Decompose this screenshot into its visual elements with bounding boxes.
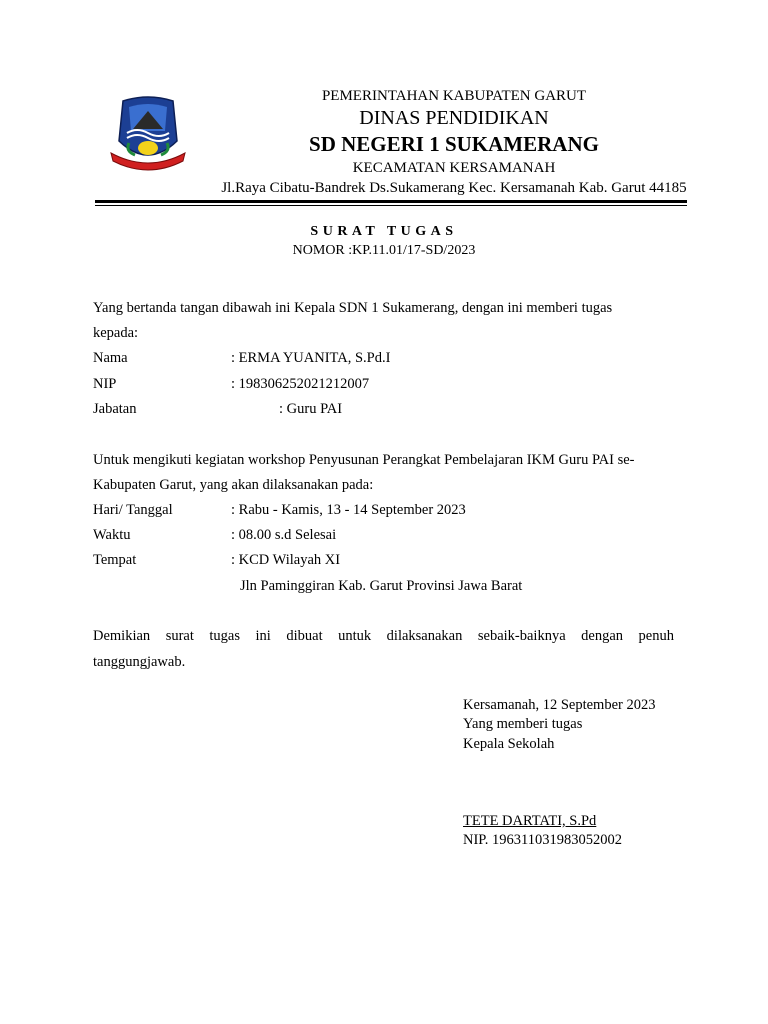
hari-value: : Rabu - Kamis, 13 - 14 September 2023 (231, 502, 466, 518)
closing-line-1: Demikian surat tugas ini dibuat untuk dilaksanakan sebaik-baiknya dengan penuh (93, 628, 674, 644)
hari-label: Hari/ Tanggal (93, 502, 173, 518)
nama-label: Nama (93, 350, 128, 366)
letterhead-address: Jl.Raya Cibatu-Bandrek Ds.Sukamerang Kec. Kersamanah Kab. Garut 44185 (221, 180, 687, 196)
letter-number: NOMOR :KP.11.01/17-SD/2023 (292, 243, 476, 258)
letterhead-rule-thin (95, 205, 687, 206)
letterhead-government: PEMERINTAHAN KABUPATEN GARUT (321, 88, 587, 104)
signature-place-date: Kersamanah, 12 September 2023 (463, 697, 656, 713)
letterhead-district: KECAMATAN KERSAMANAH (352, 160, 556, 176)
waktu-label: Waktu (93, 527, 131, 543)
letter-title: SURAT TUGAS (310, 224, 458, 239)
jabatan-value: : Guru PAI (279, 401, 343, 417)
signature-nip: NIP. 196311031983052002 (463, 832, 622, 848)
purpose-line-2: Kabupaten Garut, yang akan dilaksanakan pada: (93, 477, 374, 493)
closing-line-2: tanggungjawab. (93, 654, 186, 670)
intro-line-1: Yang bertanda tangan dibawah ini Kepala SDN 1 Sukamerang, dengan ini memberi tugas (93, 300, 613, 316)
purpose-line-1: Untuk mengikuti kegiatan workshop Penyusunan Perangkat Pembelajaran IKM Guru PAI se- (93, 452, 635, 468)
letterhead-school: SD NEGERI 1 SUKAMERANG (309, 132, 599, 156)
nip-label: NIP (93, 376, 117, 392)
signature-position: Kepala Sekolah (463, 736, 555, 752)
nama-value: : ERMA YUANITA, S.Pd.I (231, 350, 391, 366)
nip-value: : 198306252021212007 (231, 376, 370, 392)
letterhead-department: DINAS PENDIDIKAN (359, 107, 549, 129)
letterhead-rule-thick (95, 200, 687, 203)
signature-name: TETE DARTATI, S.Pd (463, 813, 597, 829)
tempat-label: Tempat (93, 552, 137, 568)
signature-giver: Yang memberi tugas (463, 716, 583, 732)
jabatan-label: Jabatan (93, 401, 137, 417)
waktu-value: : 08.00 s.d Selesai (231, 527, 337, 543)
tempat-address: Jln Paminggiran Kab. Garut Provinsi Jawa Barat (240, 578, 523, 594)
tempat-value: : KCD Wilayah XI (231, 552, 341, 568)
intro-line-2: kepada: (93, 325, 139, 341)
